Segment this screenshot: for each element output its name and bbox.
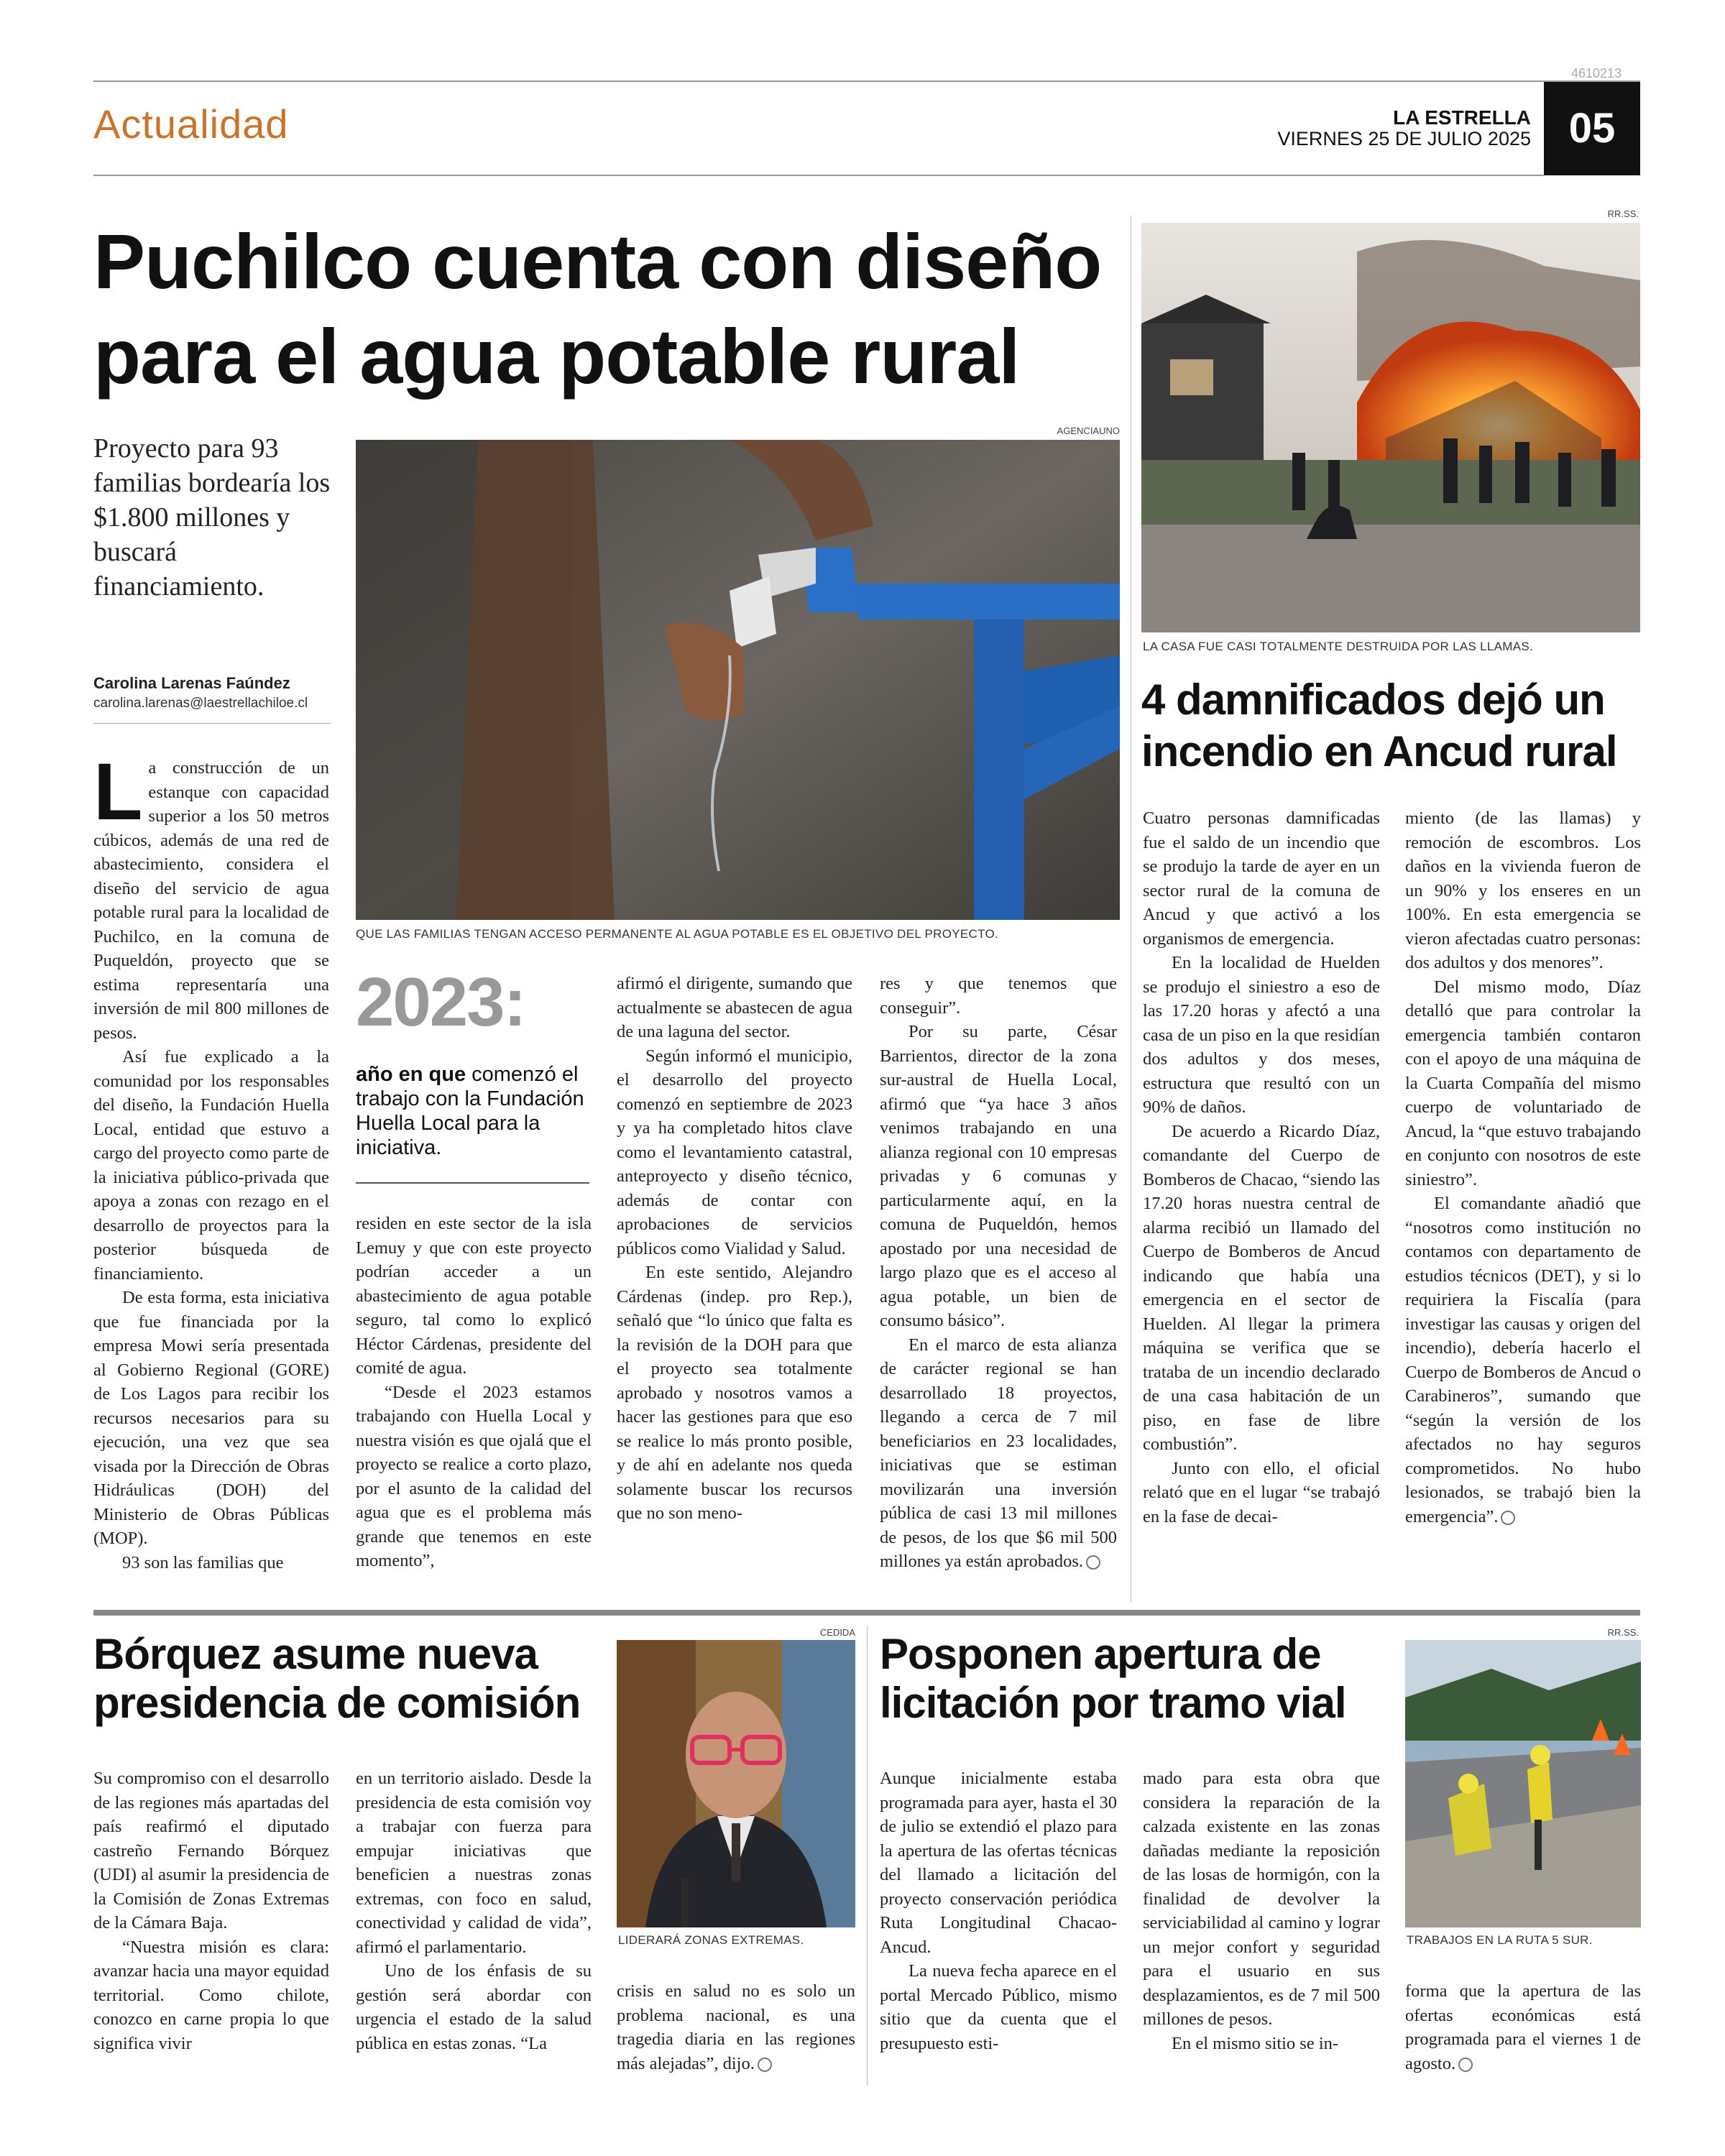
dropcap: L [93, 747, 143, 837]
main-col-4 [880, 972, 1117, 1574]
main-col3-p3: En este sentido, Alejandro Cárdenas (indep. pro Rep.), señaló que “lo único que falta es la revisión de la DOH para que el proyecto sea totalmente aprobado y nosotros vamos a hacer las gestiones para que eso se realice lo más pronto posible, y de ahí en adelante nos queda solamente buscar los recursos que no son meno- [617, 1263, 852, 1523]
fire-col-2 [1405, 806, 1641, 1529]
main-col-2 [356, 1212, 592, 1573]
main-col2-p2: “Desde el 2023 estamos trabajando con Huella Local y nuestra visión es que ojalá que el proyecto se realice a corto plazo, por el asunto de la calidad del agua que es el problema más grande que tenemos en este momento”, [356, 1382, 592, 1570]
main-col-1 [93, 747, 329, 1575]
borquez-col1-p1: Su compromiso con el desarrollo de las regiones más apartadas del país reafirmó el diputado castreño Fernando Bórquez (UDI) al asumir la presidencia de la Comisión de Zonas Extremas de la Cámara Baja. [93, 1769, 329, 1932]
stat-text [356, 1062, 593, 1160]
section-title: Actualidad [93, 101, 289, 147]
main-col1-p3: De esta forma, esta iniciativa que fue financiada por la empresa Mowi sería presentada al Gobierno Regional (GORE) de Los Lagos para recibir los recursos necesarios para su ejecución, una vez que sea visada por la Dirección de Obras Hidráulicas (DOH) del Ministerio de Obras Públicas (MOP). [93, 1288, 329, 1548]
main-col4-text3: En el marco de esta alianza de carácter regional se han desarrollado 18 proyectos, llegando a cerca de 7 mil beneficiarios en 23 localidades, iniciativas que se estiman movilizarán una inversión pública de casi 13 mil millones de pesos, de los que $6 mil 500 millones ya están aprobados. [880, 1335, 1117, 1571]
fire-col2-p3 [1405, 1192, 1641, 1529]
borquez-col-2 [356, 1766, 592, 2055]
main-photo-caption: QUE LAS FAMILIAS TENGAN ACCESO PERMANENTE AL AGUA POTABLE ES EL OBJETIVO DEL PROYECTO. [356, 927, 999, 941]
fire-col-1 [1143, 806, 1380, 1529]
main-col1-p4: 93 son las familias que [122, 1552, 284, 1572]
borquez-col1-p2: “Nuestra misión es clara: avanzar hacia una mayor equidad territorial. Como chilote, conozco en carne propia lo que significa vivir [93, 1937, 329, 2053]
main-col1-text1: a construcción de un estanque con capacidad superior a los 50 metros cúbicos, además de una red de abastecimiento, considera el diseño del servicio de agua potable rural para la localidad de Puchilco, en la comuna de Puqueldón, proyecto que se estima representaría una inversión de mil 800 millones de pesos. [93, 758, 329, 1043]
main-col3-p2: Según informó el municipio, el desarrollo del proyecto comenzó en septiembre de 2023 y ya ha completado hitos clave como el levantamiento catastral, anteproyecto y diseño técnico, además de contar con aprobaciones de servicios públicos como Vialidad y Salud. [617, 1046, 852, 1258]
author-name: Carolina Larenas Faúndez [93, 674, 290, 692]
fire-photo-credit: RR.SS. [1607, 208, 1639, 219]
house-fire-photo [1141, 223, 1640, 632]
road-works-photo [1405, 1640, 1641, 1927]
borquez-col3-p1 [617, 1979, 855, 2076]
borquez-photo-credit: CEDIDA [819, 1627, 855, 1638]
author-rule [93, 723, 331, 724]
fire-headline: 4 damnificados dejó un incendio en Ancud rural [1141, 676, 1617, 775]
page-code: 4610213 [1571, 66, 1622, 80]
borquez-photo [617, 1640, 855, 1927]
water-tap-photo [356, 440, 1120, 920]
bottom-section-rule [93, 1610, 1640, 1616]
borquez-col3-text1: crisis en salud no es solo un problema nacional, es una tragedia diaria en las regiones más alejadas”, dijo. [617, 1981, 855, 2073]
road-works-illustration [1405, 1640, 1641, 1927]
borquez-col-1 [93, 1766, 329, 2055]
header-bottom-rule [93, 175, 1544, 176]
bottom-column-divider [867, 1626, 868, 2086]
fire-col2-p2: Del mismo modo, Díaz detalló que para controlar la emergencia también contaron con el apoyo de una máquina de la Cuarta Compañía del mismo cuerpo de voluntariado de Ancud, la “que estuvo trabajando en conjunto con nosotros de este siniestro”. [1405, 977, 1641, 1189]
main-photo-credit: AGENCIAUNO [1057, 425, 1120, 436]
author-email: carolina.larenas@laestrellachiloe.cl [93, 696, 308, 711]
licitacion-col-3 [1405, 1979, 1641, 2076]
main-col4-p2: Por su parte, César Barrientos, director de la zona sur-austral de Huella Local, afirmó que “ya hace 3 años venimos trabajando en una alianza regional con 10 empresas privadas y 6 comunas y particularmente aquí, en la comuna de Puqueldón, hemos apostado por una necesidad de largo plazo que es el acceso al agua potable, un bien de consumo básico”. [880, 1022, 1117, 1330]
main-col4-p1: res y que tenemos que conseguir”. [880, 974, 1117, 1018]
borquez-col2-p2: Uno de los énfasis de su gestión será abordar con urgencia el estado de la salud pública en estas zonas. “La [356, 1961, 592, 2053]
end-mark-icon [758, 2058, 772, 2072]
main-col-3 [617, 972, 852, 1526]
licitacion-col2-p1: mado para esta obra que considera la reparación de la calzada existente en las zonas dañadas mediante la reposición de las losas de hormigón, con la finalidad de devolver la serviciabilidad al camino y lograr un mejor confort y seguridad para el usuario en sus desplazamientos, es de 7 mil 500 millones de pesos. [1143, 1769, 1380, 2029]
fire-col1-p1: Cuatro personas damnificadas fue el saldo de un incendio que se produjo la tarde de ayer en un sector rural de la comuna de Ancud y que activó a los organismos de emergencia. [1143, 808, 1380, 949]
end-mark-icon [1501, 1511, 1515, 1525]
end-mark-icon [1458, 2058, 1473, 2072]
borquez-col-3 [617, 1979, 855, 2076]
issue-date: VIERNES 25 DE JULIO 2025 [1277, 128, 1531, 149]
borquez-portrait-illustration [617, 1640, 855, 1927]
water-tap-illustration [356, 440, 1120, 920]
licitacion-photo-caption: TRABAJOS EN LA RUTA 5 SUR. [1407, 1933, 1593, 1947]
main-col3-p1: afirmó el dirigente, sumando que actualmente se abastecen de agua de una laguna del sector. [617, 974, 852, 1041]
fire-photo-caption: LA CASA FUE CASI TOTALMENTE DESTRUIDA POR LAS LLAMAS. [1143, 640, 1534, 653]
stat-rule [356, 1182, 589, 1184]
main-deck: Proyecto para 93 familias bordearía los $1.800 millones y buscará financiamiento. [93, 433, 331, 602]
licitacion-col2-p2: En el mismo sitio se in- [1172, 2033, 1339, 2053]
stat-bold: año en que [356, 1063, 466, 1086]
fire-col1-p2: En la localidad de Huelden se produjo el siniestro a eso de las 17.20 horas y afectó a una casa de un piso en la que residían dos adultos y dos meses, estructura que resultó con un 90% de daños. [1143, 953, 1380, 1117]
house-fire-illustration [1141, 223, 1640, 632]
licitacion-photo-credit: RR.SS. [1607, 1627, 1639, 1638]
end-mark-icon [1086, 1555, 1100, 1570]
main-col2-p1: residen en este sector de la isla Lemuy y que con este proyecto podrían acceder a un abastecimiento de agua potable seguro, tal como lo explicó Héctor Cárdenas, presidente del comité de agua. [356, 1214, 592, 1378]
stat-number: 2023: [356, 964, 525, 1041]
newspaper-name: LA ESTRELLA [1393, 106, 1531, 129]
fire-col1-p3: De acuerdo a Ricardo Díaz, comandante del Cuerpo de Bomberos de Chacao, “siendo las 17.20 horas nuestra central de alarma recibió un llamado del Cuerpo de Bomberos de Ancud indicando que había una emergencia en el sector de Huelden. Al llegar la primera máquina se verifica que se trataba de un incendio declarado de una casa habitación de un piso, en fase de libre combustión”. [1143, 1121, 1380, 1454]
licitacion-col-1 [880, 1766, 1117, 2055]
borquez-headline: Bórquez asume nueva presidencia de comisión [93, 1630, 581, 1727]
fire-col2-p1: miento (de las llamas) y remoción de escombros. Los daños en la vivienda fueron de un 90% y los enseres en un 100%. En esta emergencia se vieron afectadas cuatro personas: dos adultos y dos menores”. [1405, 808, 1641, 972]
main-col1-p1 [93, 747, 329, 1045]
page-number: 05 [1544, 82, 1640, 175]
licitacion-col-2 [1143, 1766, 1380, 2055]
main-col1-p2: Así fue explicado a la comunidad por los responsables del diseño, la Fundación Huella Local, entidad que estuvo a cargo del proyecto como parte de la iniciativa público-privada que apoya a zonas con rezago en el desarrollo de proyectos para la posterior búsqueda de financiamiento. [93, 1047, 329, 1284]
borquez-photo-caption: LIDERARÁ ZONAS EXTREMAS. [618, 1933, 804, 1947]
main-col4-p3 [880, 1333, 1117, 1574]
fire-col1-p4: Junto con ello, el oficial relató que en el lugar “se trabajó en la fase de decai- [1143, 1458, 1380, 1526]
header-top-rule [93, 80, 1640, 82]
main-headline: Puchilco cuenta con diseño para el agua potable rural [93, 218, 1102, 400]
licitacion-headline: Posponen apertura de licitación por tramo vial [880, 1630, 1346, 1727]
borquez-col2-p1: en un territorio aislado. Desde la presidencia de esta comisión voy a trabajar con fuerza para empujar iniciativas que beneficien a nuestras zonas extremas, con foco en salud, conectividad y calidad de vida”, afirmó el parlamentario. [356, 1769, 592, 1957]
licitacion-col1-p2: La nueva fecha aparece en el portal Mercado Público, mismo sitio que da cuenta que el presupuesto esti- [880, 1961, 1117, 2053]
licitacion-col3-text1: forma que la apertura de las ofertas económicas está programada para el viernes 1 de agosto. [1405, 1981, 1641, 2073]
fire-col2-text3: El comandante añadió que “nosotros como institución no contamos con departamento de estudios técnicos (DET), y si lo requiriera la Fiscalía (para investigar las causas y origen del incendio), debería hacerlo el Cuerpo de Bomberos de Ancud o Carabineros”, sumando que “según la versión de los afectados no hay seguros comprometidos. No hubo lesionados, se trabajó bien la emergencia”. [1405, 1194, 1641, 1526]
licitacion-col3-p1 [1405, 1979, 1641, 2076]
licitacion-col1-p1: Aunque inicialmente estaba programada para ayer, hasta el 30 de julio se extendió el plazo para la apertura de las ofertas técnicas del llamado a licitación del proyecto conservación periódica Ruta Longitudinal Chacao-Ancud. [880, 1769, 1117, 1957]
stat-rest: comenzó el trabajo con la Fundación Huella Local para la iniciativa. [356, 1063, 584, 1159]
